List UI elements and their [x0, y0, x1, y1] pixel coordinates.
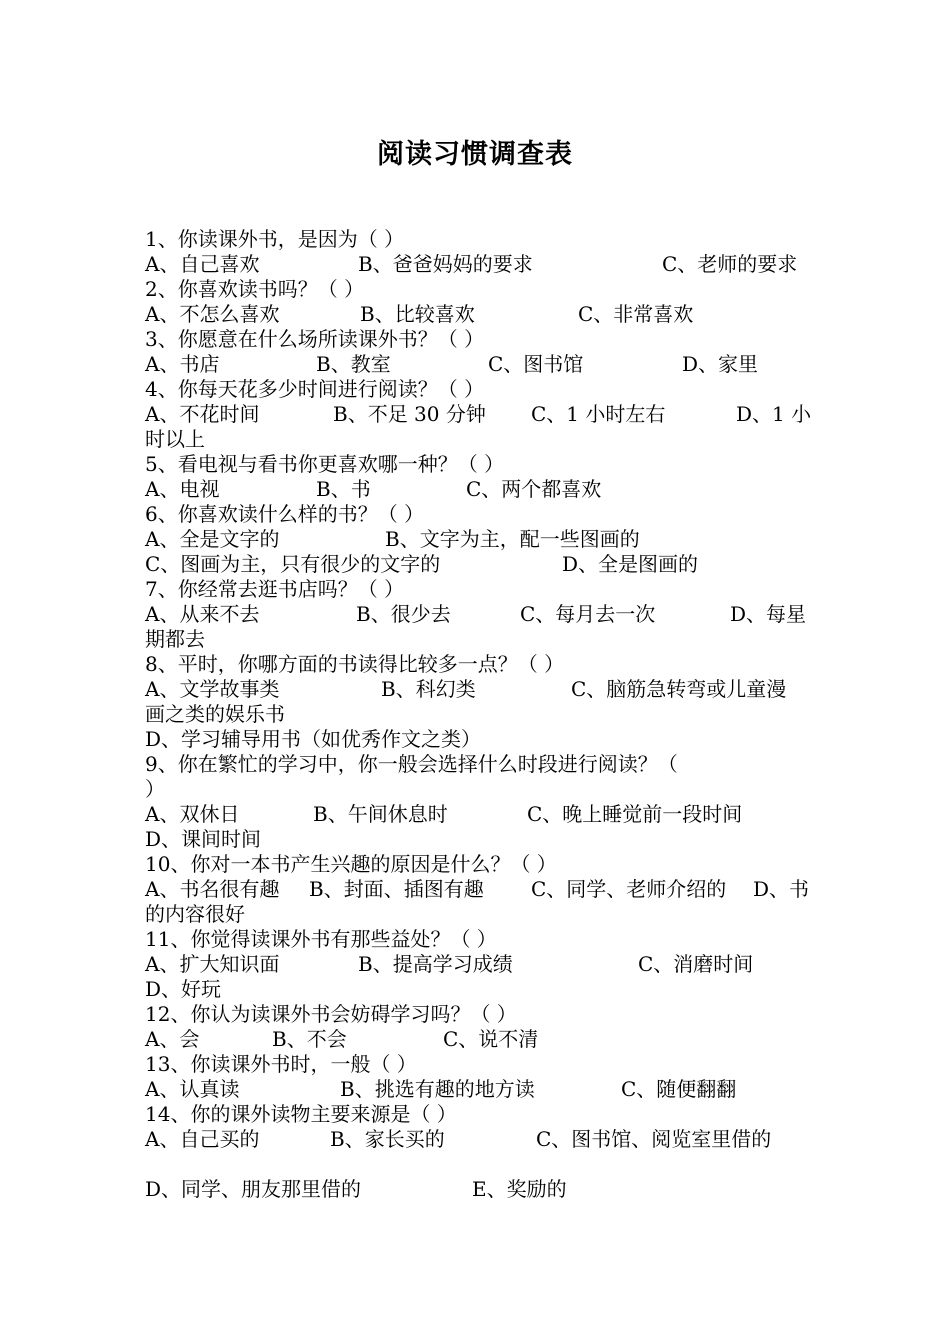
question-line — [145, 277, 825, 302]
question-text: D、学习辅导用书（如优秀作文之类） — [145, 727, 482, 751]
option-text: C、消磨时间 — [638, 952, 754, 976]
question-text: 13、你读课外书时，一般（ ） — [145, 1052, 417, 1076]
option-line — [145, 952, 825, 977]
question-text: 4、你每天花多少时间进行阅读？（ ） — [145, 377, 485, 401]
option-text: D、同学、朋友那里借的 — [145, 1177, 362, 1201]
option-line — [145, 552, 825, 577]
option-text: A、认真读 — [145, 1077, 240, 1101]
question-line — [145, 777, 825, 802]
option-text: C、每月去一次 — [520, 602, 656, 626]
option-text: A、不怎么喜欢 — [145, 302, 280, 326]
question-text: 9、你在繁忙的学习中，你一般会选择什么时段进行阅读？（ — [145, 752, 678, 776]
option-text: B、挑选有趣的地方读 — [340, 1077, 535, 1101]
option-text: C、说不清 — [443, 1027, 539, 1051]
question-line — [145, 652, 825, 677]
option-line — [145, 802, 825, 827]
option-text: C、两个都喜欢 — [466, 477, 602, 501]
question-text: ） — [145, 777, 165, 801]
option-text: A、不花时间 — [145, 402, 260, 426]
option-text: B、不会 — [272, 1027, 347, 1051]
option-text: C、非常喜欢 — [578, 302, 694, 326]
option-text: B、很少去 — [356, 602, 451, 626]
option-line — [145, 602, 825, 627]
option-text: B、不足 30 分钟 — [333, 402, 486, 426]
option-text: C、图书馆 — [488, 352, 584, 376]
question-text: 14、你的课外读物主要来源是（ ） — [145, 1102, 457, 1126]
question-text: 3、你愿意在什么场所读课外书？（ ） — [145, 327, 485, 351]
option-line — [145, 1127, 825, 1152]
option-text: A、扩大知识面 — [145, 952, 280, 976]
question-line — [145, 1002, 825, 1027]
option-line — [145, 302, 825, 327]
option-text: C、晚上睡觉前一段时间 — [527, 802, 743, 826]
question-text: D、好玩 — [145, 977, 222, 1001]
question-line — [145, 227, 825, 252]
option-text: B、教室 — [316, 352, 391, 376]
option-text: A、书名很有趣 — [145, 877, 280, 901]
question-text: 10、你对一本书产生兴趣的原因是什么？（ ） — [145, 852, 557, 876]
option-text: A、电视 — [145, 477, 220, 501]
question-line — [145, 902, 825, 927]
option-text: B、封面、插图有趣 — [309, 877, 484, 901]
question-line — [145, 502, 825, 527]
option-line — [145, 677, 825, 702]
option-text: C、图画为主，只有很少的文字的 — [145, 552, 441, 576]
option-text: B、科幻类 — [381, 677, 476, 701]
option-text: B、书 — [316, 477, 371, 501]
option-text: A、双休日 — [145, 802, 240, 826]
option-line — [145, 252, 825, 277]
option-text: A、会 — [145, 1027, 200, 1051]
option-text: C、图书馆、阅览室里借的 — [536, 1127, 772, 1151]
question-line — [145, 577, 825, 602]
option-line — [145, 1077, 825, 1102]
question-line — [145, 1052, 825, 1077]
question-line — [145, 377, 825, 402]
question-text: 6、你喜欢读什么样的书？（ ） — [145, 502, 425, 526]
option-text: A、自己喜欢 — [145, 252, 260, 276]
question-line — [145, 427, 825, 452]
option-text: B、家长买的 — [330, 1127, 445, 1151]
question-text: 期都去 — [145, 627, 205, 651]
question-line — [145, 727, 825, 752]
option-text: C、随便翻翻 — [621, 1077, 737, 1101]
question-line — [145, 827, 825, 852]
option-text: B、文字为主，配一些图画的 — [385, 527, 640, 551]
question-text: 的内容很好 — [145, 902, 245, 926]
option-text: B、午间休息时 — [313, 802, 448, 826]
question-text: 时以上 — [145, 427, 205, 451]
page-title: 阅读习惯调查表 — [377, 139, 573, 170]
question-text: 7、你经常去逛书店吗？（ ） — [145, 577, 405, 601]
option-text: A、自己买的 — [145, 1127, 260, 1151]
question-line — [145, 627, 825, 652]
option-text: A、全是文字的 — [145, 527, 280, 551]
option-text: A、书店 — [145, 352, 220, 376]
question-text: 2、你喜欢读书吗？（ ） — [145, 277, 365, 301]
option-line — [145, 877, 825, 902]
option-line — [145, 527, 825, 552]
question-line — [145, 702, 825, 727]
question-text: 1、你读课外书，是因为（ ） — [145, 227, 405, 251]
question-text: 11、你觉得读课外书有那些益处？（ ） — [145, 927, 497, 951]
option-text: C、1 小时左右 — [531, 402, 666, 426]
option-text: D、全是图画的 — [562, 552, 699, 576]
option-line — [145, 1177, 825, 1202]
question-text: 12、你认为读课外书会妨碍学习吗？（ ） — [145, 1002, 517, 1026]
question-line — [145, 327, 825, 352]
question-line — [145, 752, 825, 777]
option-line — [145, 402, 825, 427]
option-text: D、1 小 — [736, 402, 812, 426]
option-text: D、每星 — [730, 602, 807, 626]
question-line — [145, 977, 825, 1002]
option-line — [145, 477, 825, 502]
option-text: C、同学、老师介绍的 — [531, 877, 727, 901]
option-text: C、老师的要求 — [662, 252, 798, 276]
question-line — [145, 852, 825, 877]
option-text: B、爸爸妈妈的要求 — [358, 252, 533, 276]
question-line — [145, 1102, 825, 1127]
question-text: 8、平时，你哪方面的书读得比较多一点？（ ） — [145, 652, 565, 676]
option-text: C、脑筋急转弯或儿童漫 — [571, 677, 787, 701]
question-line — [145, 452, 825, 477]
option-text: A、文学故事类 — [145, 677, 280, 701]
question-text: 5、看电视与看书你更喜欢哪一种？（ ） — [145, 452, 505, 476]
option-text: D、家里 — [682, 352, 759, 376]
question-text: D、课间时间 — [145, 827, 262, 851]
option-text: B、比较喜欢 — [360, 302, 475, 326]
option-text: B、提高学习成绩 — [358, 952, 513, 976]
option-line — [145, 1027, 825, 1052]
option-text: E、奖励的 — [472, 1177, 567, 1201]
option-text: A、从来不去 — [145, 602, 260, 626]
question-line — [145, 927, 825, 952]
option-line — [145, 352, 825, 377]
question-text: 画之类的娱乐书 — [145, 702, 285, 726]
option-text: D、书 — [753, 877, 810, 901]
